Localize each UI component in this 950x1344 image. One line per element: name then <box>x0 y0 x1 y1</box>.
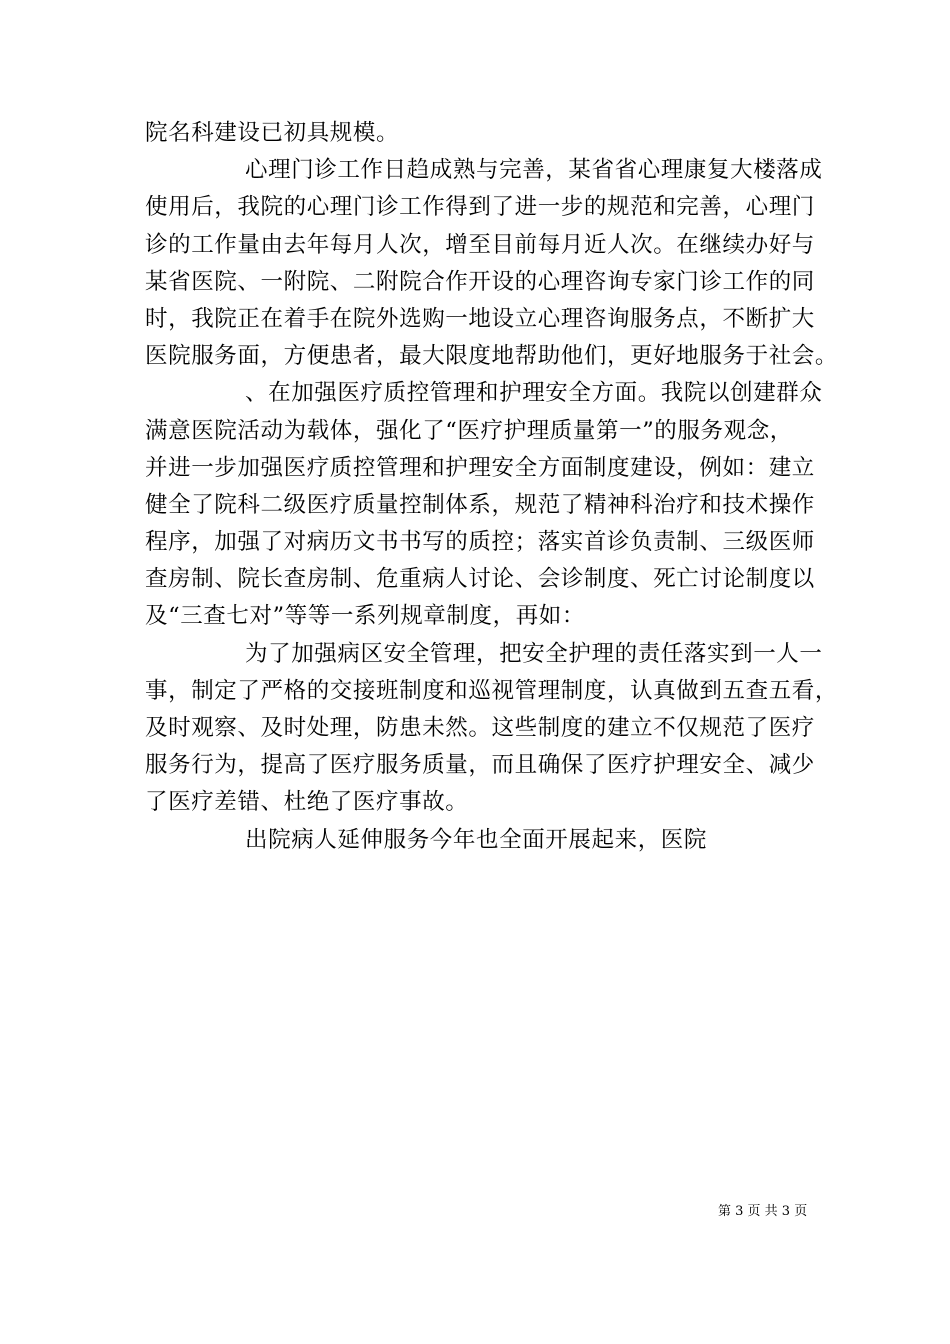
text-line: 某省医院、一附院、二附院合作开设的心理咨询专家门诊工作的同 <box>145 268 815 295</box>
text-line: 、在加强医疗质控管理和护理安全方面。我院以创建群众 <box>245 380 823 407</box>
text-line: 使用后，我院的心理门诊工作得到了进一步的规范和完善，心理门 <box>145 194 815 221</box>
text-line: 服务行为，提高了医疗服务质量，而且确保了医疗护理安全、减少 <box>145 752 815 779</box>
text-line: 医院服务面，方便患者，最大限度地帮助他们，更好地服务于社会。 <box>145 343 839 370</box>
text-line: 程序，加强了对病历文书书写的质控；落实首诊负责制、三级医师 <box>145 529 815 556</box>
document-body <box>145 115 839 859</box>
text-line: 了医疗差错、杜绝了医疗事故。 <box>145 789 469 816</box>
text-line: 健全了院科二级医疗质量控制体系，规范了精神科治疗和技术操作 <box>145 491 815 518</box>
text-line: 院名科建设已初具规模。 <box>145 120 400 146</box>
text-line: 事，制定了严格的交接班制度和巡视管理制度，认真做到五查五看， <box>145 677 839 704</box>
text-line: 诊的工作量由去年每月人次，增至目前每月近人次。在继续办好与 <box>145 231 815 258</box>
text-line: 时，我院正在着手在院外选购一地设立心理咨询服务点，不断扩大 <box>145 305 815 332</box>
text-line: 满意医院活动为载体，强化了“医疗护理质量第一”的服务观念， <box>145 417 793 444</box>
text-line: 出院病人延伸服务今年也全面开展起来，医院 <box>245 826 708 853</box>
page-number-footer: 第 3 页 共 3 页 <box>718 1204 808 1219</box>
text-line: 查房制、院长查房制、危重病人讨论、会诊制度、死亡讨论制度以 <box>145 566 815 593</box>
text-line: 为了加强病区安全管理，把安全护理的责任落实到一人一 <box>245 640 823 667</box>
text-line: 及“三查七对”等等一系列规章制度，再如： <box>145 603 586 630</box>
text-line: 心理门诊工作日趋成熟与完善，某省省心理康复大楼落成 <box>245 157 823 184</box>
text-line: 并进一步加强医疗质控管理和护理安全方面制度建设，例如：建立 <box>145 454 815 481</box>
text-line: 及时观察、及时处理，防患未然。这些制度的建立不仅规范了医疗 <box>145 715 815 741</box>
